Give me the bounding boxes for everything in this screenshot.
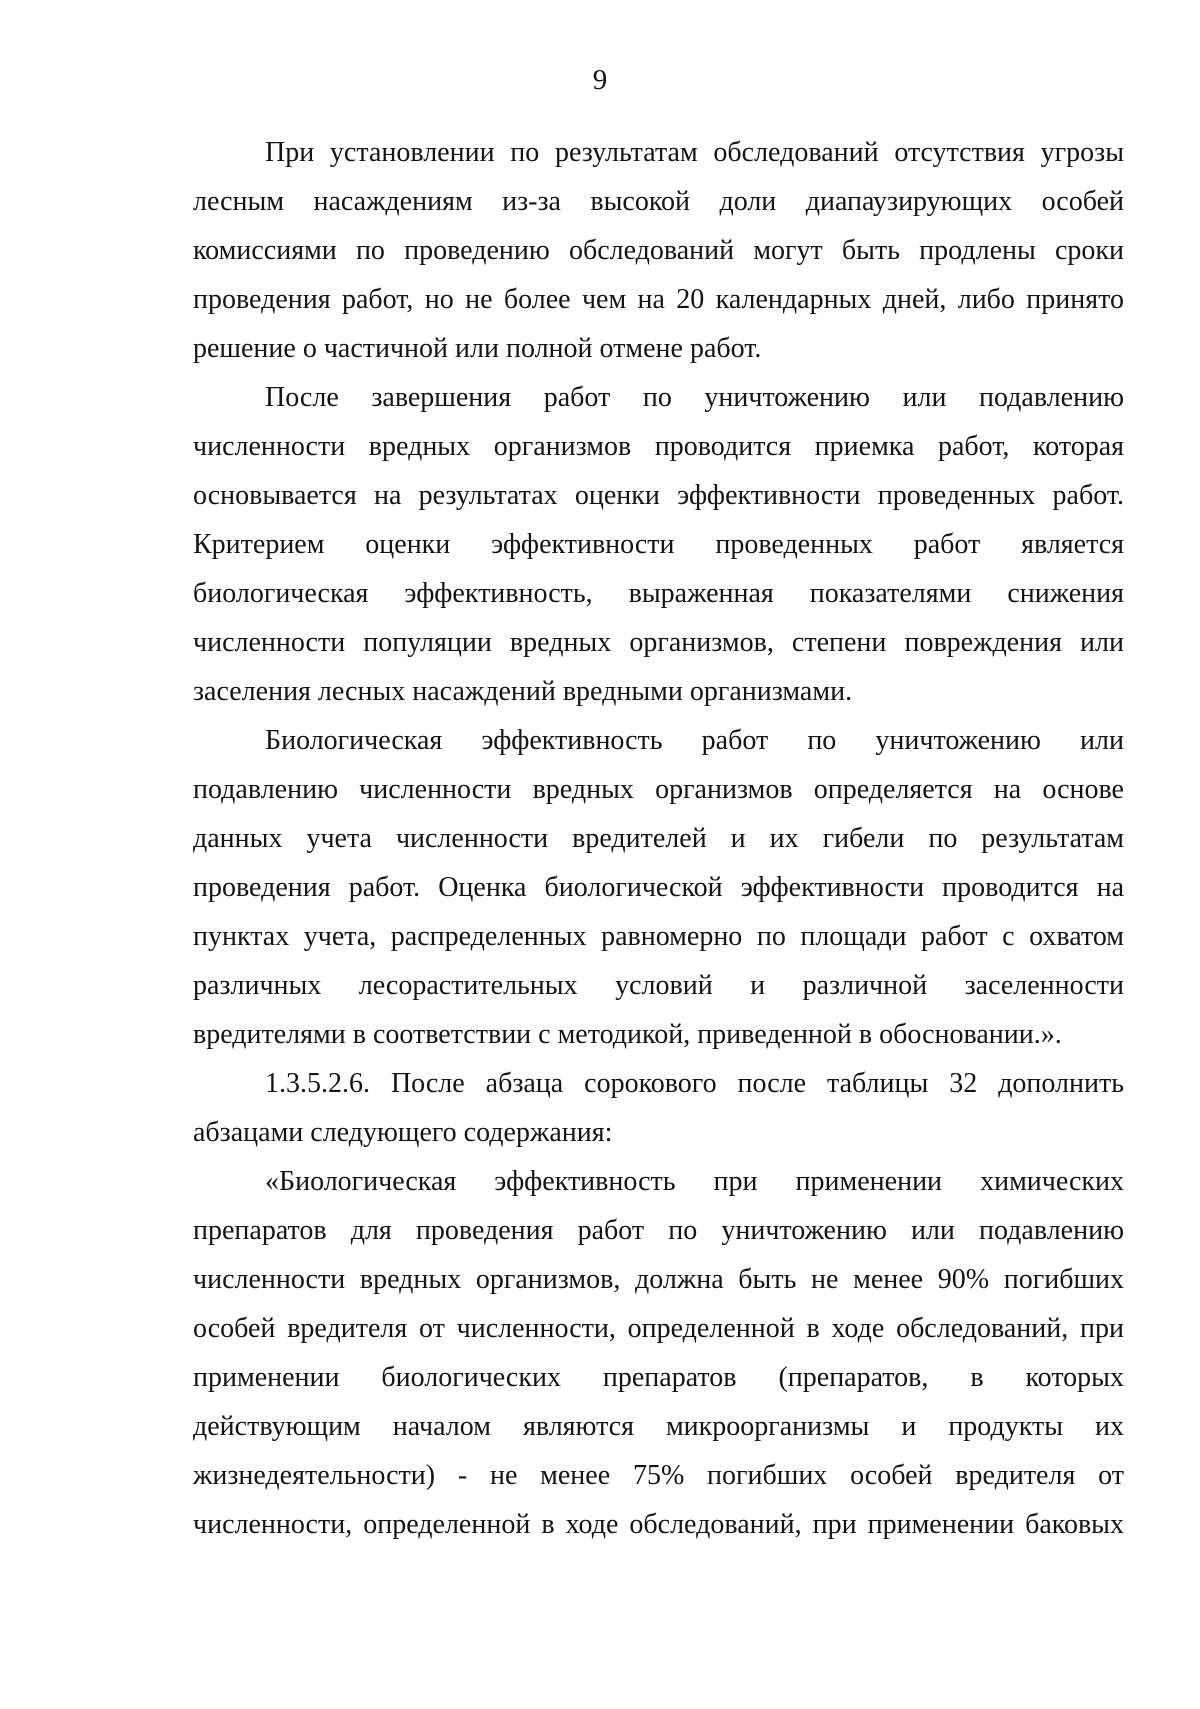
- paragraph-2: [193, 373, 1124, 716]
- text-line: численности вредных организмов проводится приемка работ, которая: [193, 431, 1124, 462]
- text-line: численности вредных организмов, должна быть не менее 90% погибших: [193, 1264, 1124, 1295]
- text-line: вредителями в соответствии с методикой, приведенной в обосновании.».: [193, 1019, 1062, 1050]
- paragraph-1: [193, 128, 1124, 373]
- page-number: 9: [592, 64, 608, 96]
- text-line: различных лесорастительных условий и различной заселенности: [193, 970, 1124, 1001]
- text-line: данных учета численности вредителей и их гибели по результатам: [193, 823, 1124, 854]
- paragraph-4: [193, 1059, 1124, 1157]
- text-line: лесным насаждениям из-за высокой доли диапаузирующих особей: [193, 186, 1124, 217]
- text-line: биологическая эффективность, выраженная показателями снижения: [193, 578, 1124, 609]
- text-line: особей вредителя от численности, определенной в ходе обследований, при: [193, 1313, 1124, 1344]
- paragraph-3: [193, 716, 1124, 1059]
- text-line: проведения работ. Оценка биологической эффективности проводится на: [193, 872, 1124, 903]
- text-line: заселения лесных насаждений вредными организмами.: [193, 676, 853, 707]
- text-line: основывается на результатах оценки эффективности проведенных работ.: [193, 480, 1124, 511]
- text-line: применении биологических препаратов (препаратов, в которых: [193, 1362, 1124, 1393]
- text-line: подавлению численности вредных организмов определяется на основе: [193, 774, 1124, 805]
- text-line: жизнедеятельности) - не менее 75% погибших особей вредителя от: [193, 1460, 1124, 1491]
- text-line: пунктах учета, распределенных равномерно по площади работ с охватом: [193, 921, 1124, 952]
- text-line: численности, определенной в ходе обследований, при применении баковых: [193, 1509, 1124, 1540]
- paragraph-5: [193, 1157, 1124, 1549]
- text-line: решение о частичной или полной отмене работ.: [193, 333, 762, 364]
- text-line: После завершения работ по уничтожению или подавлению: [265, 382, 1124, 413]
- text-line: «Биологическая эффективность при применении химических: [265, 1166, 1124, 1197]
- text-line: проведения работ, но не более чем на 20 календарных дней, либо принято: [193, 284, 1124, 315]
- text-line: При установлении по результатам обследований отсутствия угрозы: [265, 137, 1124, 168]
- text-line: абзацами следующего содержания:: [193, 1117, 613, 1148]
- text-line: 1.3.5.2.6. После абзаца сорокового после таблицы 32 дополнить: [265, 1068, 1124, 1099]
- text-line: численности популяции вредных организмов, степени повреждения или: [193, 627, 1124, 658]
- text-line: комиссиями по проведению обследований могут быть продлены сроки: [193, 235, 1124, 266]
- text-line: Критерием оценки эффективности проведенных работ является: [193, 529, 1124, 560]
- text-line: Биологическая эффективность работ по уничтожению или: [265, 725, 1124, 756]
- text-line: действующим началом являются микроорганизмы и продукты их: [193, 1411, 1124, 1442]
- text-line: препаратов для проведения работ по уничтожению или подавлению: [193, 1215, 1124, 1246]
- document-body: [193, 128, 1124, 1549]
